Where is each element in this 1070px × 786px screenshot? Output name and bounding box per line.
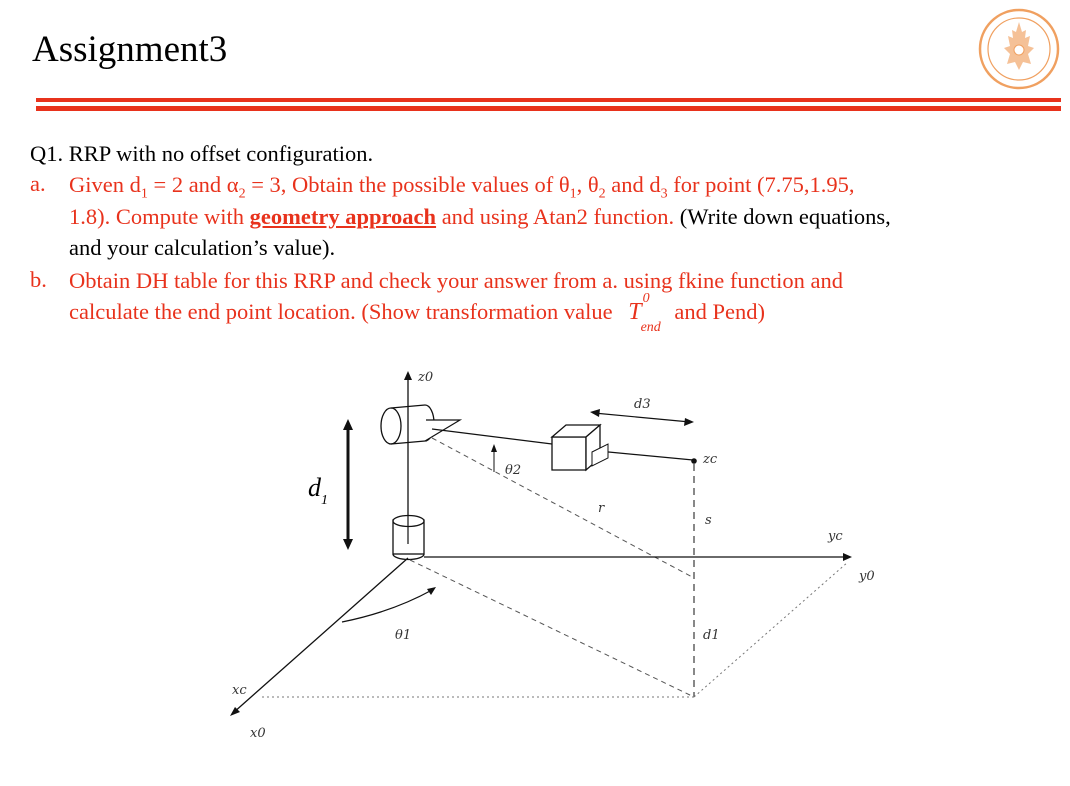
d1-big-label: $d_1$ (308, 473, 328, 508)
d1-label: d1 (703, 628, 720, 643)
item-a-line2: 1.8). Compute with geometry approach and using Atan2 function. (Write down equations, (69, 204, 891, 229)
theta2-label: θ2 (505, 463, 522, 478)
page-title: Assignment3 (32, 29, 228, 70)
question-heading: Q1. RRP with no offset configuration. (30, 141, 374, 166)
z0-label: z0 (418, 370, 434, 385)
d3-label: d3 (634, 397, 651, 412)
item-b-line2: calculate the end point location. (Show transformation value $T^0_{end}$ and Pend) (69, 291, 766, 335)
y0-arrowhead (843, 553, 852, 561)
yc-label: yc (828, 529, 843, 544)
zc-label: zc (703, 452, 718, 467)
link-2 (432, 429, 552, 444)
x0-axis (233, 558, 408, 713)
y0-label: y0 (859, 569, 875, 584)
item-a-line3: and your calculation’s value). (69, 235, 336, 260)
x0-label: x0 (250, 726, 266, 741)
z0-arrowhead (404, 371, 412, 380)
item-a-marker: a. (30, 171, 46, 196)
item-a-line1: Given $d_1 = 2$ and $\alpha_2 = 3$, Obtain the possible values of $\theta_1$, $\theta_2$ and $d_3$ for point (7.75,1.95, (69, 172, 855, 202)
end-point (691, 458, 697, 464)
r-label: r (598, 501, 605, 516)
theta1-label: θ1 (395, 628, 412, 643)
theta1-arc (342, 590, 432, 622)
item-b-marker: b. (30, 267, 47, 292)
elbow-joint-cylinder (381, 405, 460, 444)
geometry-approach-emphasis: geometry approach (249, 204, 437, 229)
base-joint-cylinder (393, 516, 424, 560)
xc-label: xc (232, 683, 247, 698)
s-label: s (705, 513, 712, 528)
item-b-line1: Obtain DH table for this RRP and check your answer from a. using fkine function and (69, 268, 843, 293)
d3-arrow (594, 413, 690, 422)
prismatic-block (552, 425, 608, 470)
transform-symbol: $T^0_{end}$ (628, 291, 661, 335)
